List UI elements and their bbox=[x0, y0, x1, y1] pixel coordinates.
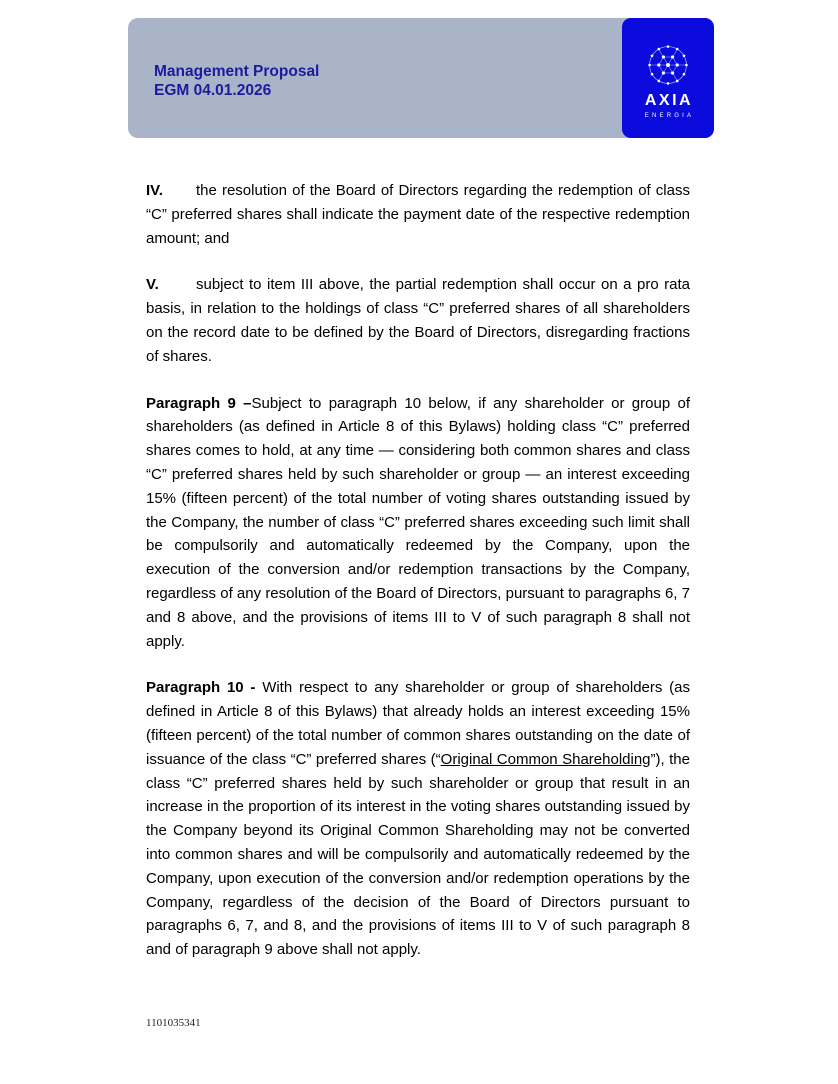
item-v-text: subject to item III above, the partial redemption shall occur on a pro rata basis, in relation to the holdings of class “C” preferred shares of all shareholders on the record date to be defined by the Board of Directors, disregarding fractions of shares. bbox=[146, 276, 690, 365]
document-body bbox=[146, 179, 690, 985]
title-line-1: Management Proposal bbox=[154, 63, 320, 80]
document-title bbox=[154, 62, 319, 100]
title-line-2: EGM 04.01.2026 bbox=[154, 82, 272, 99]
list-item-iv bbox=[146, 179, 690, 250]
paragraph-10-text-after: ”), the class “C” preferred shares held by such shareholder or group that result in an increase in the proportion of its interest in the voting shares outstanding issued by the Company beyond its Original Common Shareholding may not be converted into common shares and will be compulsorily and automatically redeemed by the Company, upon execution of the conversion and/or redemption operations by the Company, regardless of the decision of the Board of Directors pursuant to paragraphs 6, 7, and 8, and the provisions of items III to V of such paragraph 8 and of paragraph 9 above shall not apply. bbox=[146, 750, 690, 959]
paragraph-9-text: Subject to paragraph 10 below, if any shareholder or group of shareholders (as defined in Article 8 of this Bylaws) holding class “C” preferred shares comes to hold, at any time — considering both common shares and class “C” preferred shares held by such shareholder or group — an interest exceeding 15% (fifteen percent) of the total number of voting shares outstanding issued by the Company, the number of class “C” preferred shares exceeding such limit shall be compulsorily and automatically redeemed by the Company, upon the execution of the conversion and/or redemption transactions by the Company, regardless of any resolution of the Board of Directors, pursuant to paragraphs 6, 7 and 8 above, and the provisions of items III to V of such paragraph 8 shall not apply. bbox=[146, 394, 691, 650]
axia-globe-icon bbox=[642, 39, 694, 91]
brand-name: AXIA bbox=[644, 92, 694, 109]
list-item-v bbox=[146, 273, 690, 368]
paragraph-10-label: Paragraph 10 - bbox=[146, 679, 256, 697]
company-logo bbox=[622, 18, 714, 138]
paragraph-9 bbox=[146, 392, 690, 654]
paragraph-10-underlined-term: Original Common Shareholding bbox=[440, 750, 651, 768]
paragraph-10-text-before: With respect to any shareholder or group of shareholders (as defined in Article 8 of this Bylaws) that already holds an interest exceeding 15% (fifteen percent) of the total number of common shares outstanding on the date of issuance of the class “C” preferred shares (“ bbox=[146, 679, 690, 768]
footer-document-number: 1101035341 bbox=[146, 1017, 201, 1029]
brand-subtitle: ENERGIA bbox=[644, 113, 695, 119]
paragraph-10 bbox=[146, 676, 690, 962]
item-iv-marker: IV. bbox=[146, 182, 163, 199]
paragraph-9-label: Paragraph 9 – bbox=[146, 394, 252, 412]
item-v-marker: V. bbox=[146, 276, 159, 294]
item-iv-text: the resolution of the Board of Directors regarding the redemption of class “C” preferred shares shall indicate the payment date of the respective redemption amount; and bbox=[146, 182, 690, 247]
header-banner bbox=[128, 18, 642, 138]
